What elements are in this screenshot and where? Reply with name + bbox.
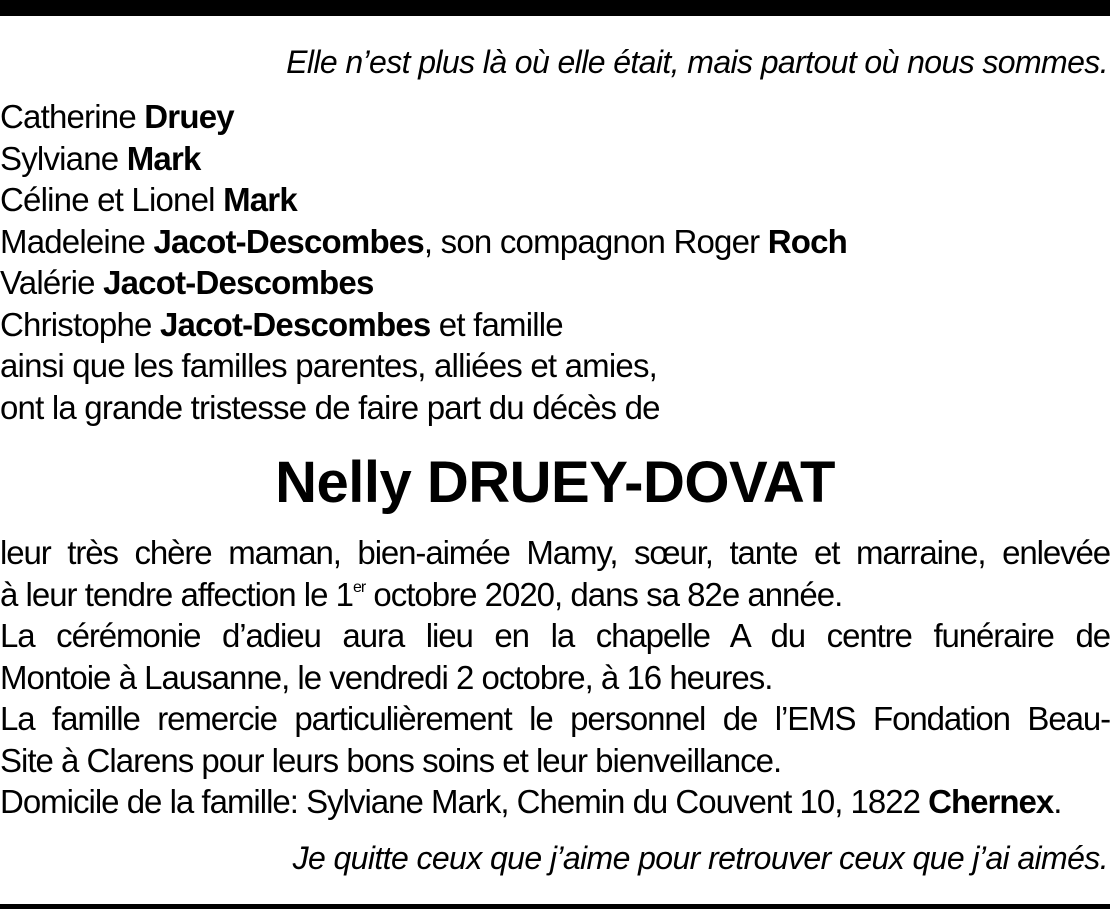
body-text-segment: Domicile de la famille: Sylviane Mark, Chemin du Couvent 10, 1822: [0, 783, 929, 820]
top-border-rule: [0, 0, 1110, 16]
companion-text: , son compagnon Roger: [423, 222, 760, 260]
body-line: La cérémonie d’adieu aura lieu en la chapelle A du centre funéraire de: [0, 617, 1110, 654]
family-list: [0, 96, 847, 428]
bottom-border-rule: [0, 904, 1110, 909]
body-line: Site à Clarens pour leurs bons soins et leur bienveillance.: [0, 741, 782, 779]
body-line: leur très chère maman, bien-aimée Mamy, sœur, tante et marraine, enlevée: [0, 534, 1110, 571]
surname: Roch: [767, 222, 848, 260]
body-text-segment: .: [1053, 783, 1062, 820]
intro-line: ainsi que les familles parentes, alliées et amies,: [0, 347, 658, 384]
given-name: Catherine: [0, 98, 136, 135]
family-member: [0, 221, 847, 263]
announcement-body: [0, 532, 1110, 823]
suffix-text: et famille: [438, 305, 563, 343]
given-name: Céline et Lionel: [0, 181, 215, 218]
family-member: [0, 179, 847, 221]
body-line: La famille remercie particulièrement le personnel de l’EMS Fondation Beau-: [0, 700, 1110, 737]
given-name: Madeleine: [0, 222, 146, 260]
surname: Jacot-Descombes: [159, 305, 431, 343]
locality: Chernex: [928, 783, 1054, 820]
surname: Jacot-Descombes: [153, 222, 424, 260]
family-member: [0, 304, 847, 346]
epigraph-bottom: Je quitte ceux que j’aime pour retrouver ceux que j’ai aimés.: [292, 840, 1108, 876]
surname: Druey: [144, 98, 234, 135]
given-name: Valérie: [0, 264, 95, 301]
family-member: [0, 96, 847, 138]
surname: Jacot-Descombes: [103, 264, 374, 301]
epigraph-top: Elle n’est plus là où elle était, mais partout où nous sommes.: [286, 44, 1108, 80]
body-line: Montoie à Lausanne, le vendredi 2 octobre, à 16 heures.: [0, 658, 773, 696]
body-line: [0, 781, 1110, 823]
family-member: [0, 138, 847, 180]
family-member: [0, 262, 847, 304]
deceased-name: Nelly DRUEY-DOVAT: [275, 450, 835, 515]
surname: Mark: [223, 181, 297, 218]
given-name: Sylviane: [0, 139, 119, 177]
body-line: [0, 574, 1110, 616]
surname: Mark: [126, 139, 201, 177]
given-name: Christophe: [0, 305, 152, 343]
ordinal-superscript: er: [352, 578, 366, 596]
body-text-segment: à leur tendre affection le 1: [0, 575, 353, 613]
body-text-segment: octobre 2020, dans sa 82e année.: [365, 575, 843, 613]
intro-line: ont la grande tristesse de faire part du décès de: [0, 388, 660, 426]
